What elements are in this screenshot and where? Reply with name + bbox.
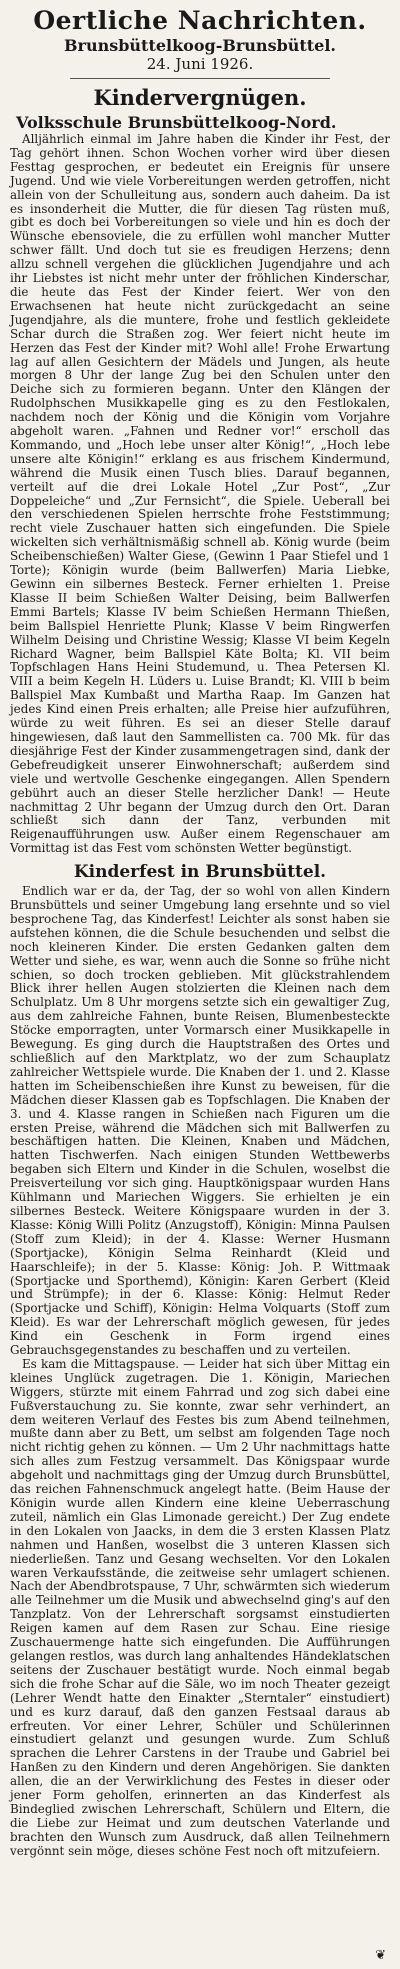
article-title-kinderfest: Kinderfest in Brunsbüttel. — [73, 862, 327, 883]
publication-date: 24. Juni 1926. — [146, 55, 254, 73]
dateline: Brunsbüttelkoog-Brunsbüttel. — [64, 36, 336, 55]
section-headline: Oertliche Nachrichten. — [33, 6, 367, 35]
divider — [70, 78, 330, 79]
article-title-kindervergnuegen: Kindervergnügen. — [93, 85, 307, 110]
article-body-kinderfest-part1: Endlich war er da, der Tag, der so wohl von allen Kindern Brunsbüttels und seiner Umgebung lang ersehnte und so viel besprochene Tag, das Kinderfest! Leichter als sonst haben sie aufstehen können, die die Schule besuchenden und selbst die noch kleineren Kinder. Die ersten Gedanken galten dem Wetter und siehe, es war, wenn auch die Sonne so frühe nicht schien, so doch trocken geblieben. Mit glückstrahlendem Blick ihrer hellen Augen stolzierten die Kleinen nach dem Schulplatz. Um 8 Uhr morgens setzte sich ein gewaltiger Zug, aus dem zahlreiche Fahnen, bunte Reisen, Blumenbesteckte Stöcke emporragten, unter Vormarsch einer Musikkapelle in Bewegung. Es ging durch die Hauptstraßen des Ortes und schließlich auf den Marktplatz, wo der zum Schauplatz zahlreicher Wettspiele wurde. Die Knaben der 1. und 2. Klasse hatten im Scheibenschießen ihre Kunst zu beweisen, für die Mädchen dieser Klassen gab es Topfschlagen. Die Knaben der 3. und 4. Klasse rangen in Schießen nach Figuren um die ersten Preise, während die Mädchen sich mit Ballwerfen zu beschäftigen hatten. Die Kleinen, Knaben und Mädchen, hatten Tischwerfen. Nach einigen Stunden Wettbewerbs begaben sich Eltern und Kinder in die Schulen, woselbst die Preisverteilung vor sich ging. Hauptkönigspaar wurden Hans Kühlmann und Mariechen Wiggers. Sie erhielten je ein silbernes Besteck. Weitere Königspaare wurden in der 3. Klasse: König Willi Politz (Anzugstoff), Königin: Minna Paulsen (Stoff zum Kleid); in der 4. Klasse: Werner Husmann (Sportjacke), Königin Selma Reinhardt (Kleid und Haarschleife); in der 5. Klasse: König: Joh. P. Wittmaak (Sportjacke und Sporthemd), Königin: Karen Gerbert (Kleid und Strümpfe); in der 6. Klasse: König: Helmut Reder (Sportjacke und Schiff), Königin: Helma Volquarts (Stoff zum Kleid). Es war der Lehrerschaft möglich gewesen, für jedes Kind ein Geschenk in Form irgend eines Gebrauchsgegenstandes zu beschaffen und zu verteilen. — [10, 884, 390, 1358]
article-body-kindervergnuegen: Alljährlich einmal im Jahre haben die Kinder ihr Fest, der Tag gehört ihnen. Schon Wochen vorher wird über diesen Festtag gesprochen, er bedeutet ein Ereignis für unsere Jugend. Und wie viele Vorbereitungen werden getroffen, nicht allein von der Schulleitung aus, sondern auch daheim. Da ist es insonderheit die Mutter, die für diesen Tag rüsten muß, gibt es doch bei Vorbereitungen so viele und hin es doch der Wünsche ebensoviele, die zu erfüllen wohl mancher Mutter schwer fällt. Und doch tut sie es freudigen Herzens; denn allzu schnell vergehen die glücklichen Jugendjahre und ach ihr Liebstes ist nicht mehr unter der fröhlichen Kinderschar, die heute das Fest der Kinder feiert. Wer von den Erwachsenen hat heute nicht zurückgedacht an seine Jugendjahre, als die muntere, frohe und festlich gekleidete Schar durch die Straßen zog. Wer feiert nicht heute im Herzen das Fest der Kinder mit? Wohl alle! Frohe Erwartung lag auf allen Gesichtern der Mädels und Jungen, als heute morgen 8 Uhr der lange Zug bei den Schulen unter den Deiche sich zu formieren begann. Unter den Klängen der Rudolphschen Musikkapelle ging es zu den Festlokalen, nachdem noch der König und die Königin vom Vorjahre abgeholt waren. „Fahnen und Redner vor!“ erscholl das Kommando, und „Hoch lebe unser alter König!“, „Hoch lebe unsere alte Königin!“ erklang es aus frischem Kindermund, während die Musik einen Tusch blies. Darauf begannen, verteilt auf die drei Lokale Hotel „Zur Post“, „Zur Doppeleiche“ und „Zur Fernsicht“, die Spiele. Ueberall bei den verschiedenen Spielen herrschte frohe Feststimmung; recht viele Zuschauer hatten sich eingefunden. Die Spiele wickelten sich verhältnismäßig schnell ab. König wurde (beim Scheibenschießen) Walter Giese, (Gewinn 1 Paar Stiefel und 1 Torte); Königin wurde (beim Ballwerfen) Maria Liebke, Gewinn ein silbernes Besteck. Ferner erhielten 1. Preise Klasse II beim Schießen Walter Deising, beim Ballwerfen Emmi Bartels; Klasse IV beim Schießen Hermann Thießen, beim Ballspiel Henriette Plunk; Klasse V beim Ringwerfen Wilhelm Deising und Christine Wessig; Klasse VI beim Kegeln Richard Wagner, beim Ballspiel Käte Bolta; Kl. VII beim Topfschlagen Hans Heini Studemund, u. Thea Petersen Kl. VIII a beim Kegeln H. Lüders u. Luise Brandt; Kl. VIII b beim Ballspiel Max Kumbaßt und Martha Raap. Im Ganzen hat jedes Kind einen Preis erhalten; alle Preise hier aufzuführen, würde zu weit führen. Es sei an dieser Stelle darauf hingewiesen, daß laut den Sammellisten ca. 700 Mk. für das diesjährige Fest der Kinder zusammengetragen sind, dank der Gebefreudigkeit unserer Einwohnerschaft; außerdem sind viele und wertvolle Geschenke eingegangen. Allen Spendern gebührt auch an dieser Stelle herzlicher Dank! — Heute nachmittag 2 Uhr begann der Umzug durch den Ort. Daran schließt sich dann der Tanz, verbunden mit Reigenaufführungen usw. Außer einem Regenschauer am Vormittag ist das Fest vom schönsten Wetter begünstigt. — [10, 132, 390, 856]
article-body-kinderfest-part2: Es kam die Mittagspause. — Leider hat sich über Mittag ein kleines Unglück zugetragen. Die 1. Königin, Mariechen Wiggers, stürzte mit einem Fahrrad und zog sich dabei eine Fußverstauchung zu. Sie konnte, zwar sehr verhindert, an dem weiteren Verlauf des Festes bis zum Abend teilnehmen, mußte dann aber zu Bett, um selbst am folgenden Tage noch nicht richtig gehen zu können. — Um 2 Uhr nachmittags hatte sich alles zum Festzug versammelt. Das Königspaar wurde abgeholt und nachmittags ging der Umzug durch Brunsbüttel, das reichen Fahnenschmuck angelegt hatte. (Beim Hause der Königin wurde allen Kindern eine kleine Ueberraschung zuteil, nämlich ein Glas Limonade gereicht.) Der Zug endete in den Lokalen von Jaacks, in dem die 3 ersten Klassen Platz nahmen und Hanßen, woselbst die 3 unteren Klassen sich niederließen. Tanz und Gesang wechselten. Vor den Lokalen waren Verkaufsstände, die zeitweise sehr umlagert schienen. Nach der Abendbrotspause, 7 Uhr, schwärmten sich wiederum alle Teilnehmer um die Musik und abwechselnd ging's auf den Tanzplatz. Von der Lehrerschaft sorgsamst einstudierten Reigen kamen auf dem Rasen zur Schau. Eine riesige Zuschauermenge hatte sich eingefunden. Die Aufführungen gelangen restlos, was durch lang anhaltendes Händeklatschen seitens der Zuschauer bestätigt wurde. Noch einmal begab sich die frohe Schar auf die Säle, wo im noch Theater gezeigt (Lehrer Wendt hatte den Einakter „Sterntaler“ einstudiert) und es kurz darauf, daß den ganzen Festsaal daraus ab erfreuten. Vor einer Lehrer, Schüler und Schülerinnen einstudiert gelanzt und gesungen wurde. Zum Schluß sprachen die Lehrer Carstens in der Traube und Gabriel bei Hanßen zu den Kindern und deren Angehörigen. Sie dankten allen, die an der Verwirklichung des Festes in dieser oder jener Form geholfen, erinnerten an das Kinderfest als Bindeglied zwischen Lehrerschaft, Schülern und Eltern, die die Liebe zur Heimat und zum deutschen Vaterlande und brachten den Wunsch zum Ausdruck, daß allen Teilnehmern vergönnt sein möge, dieses schöne Fest noch oft mitzufeiern. — [10, 1356, 390, 1858]
article-subtitle-volksschule: Volksschule Brunsbüttelkoog-Nord. — [16, 113, 337, 132]
end-mark-icon: ❦ — [375, 1948, 386, 1963]
masthead — [10, 6, 390, 74]
